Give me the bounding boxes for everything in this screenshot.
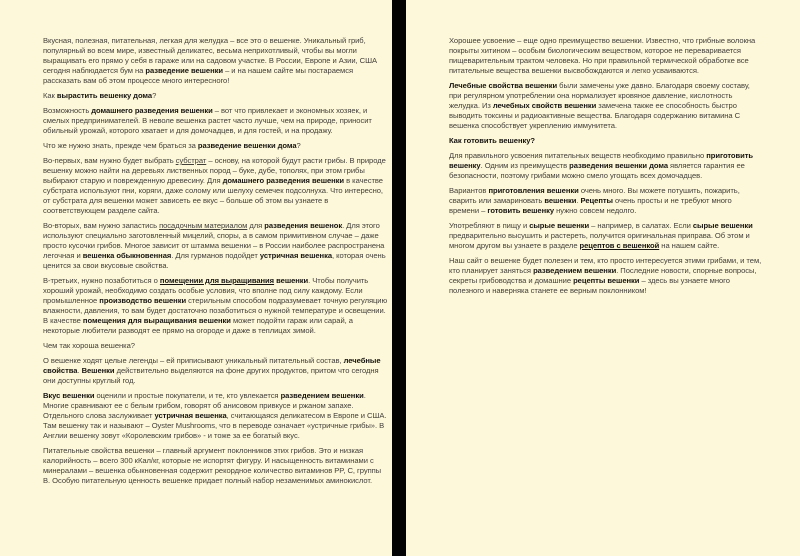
text-run: Чем так хороша вешенка? xyxy=(43,341,135,350)
text-run: разведением вешенки xyxy=(533,266,617,275)
text-run: Хорошее усвоение – еще одно преимущество вешенки. Известно, что грибные волокна покрыты хитином – особым биологическим веществом, которое не переваривается пищеварительным трактом человека. Но при правильной термической обработке все питательные вещества вешенки высвобождаются и легко усваиваются. xyxy=(449,36,756,75)
text-run: лечебных свойств вешенки xyxy=(492,101,597,110)
text-run: Во-первых, вам нужно будет выбрать xyxy=(43,156,176,165)
text-run: вырастить вешенку дома xyxy=(56,91,153,100)
paragraph xyxy=(43,221,390,271)
text-run: – например, в салатах. Если xyxy=(589,221,693,230)
text-run: сырые вешенки xyxy=(529,221,590,230)
text-run: О вешенке ходят целые легенды – ей приписывают уникальный питательный состав, xyxy=(43,356,344,365)
text-run: Вариантов xyxy=(449,186,489,195)
text-run: действительно выделяются на фоне других продуктов, притом что сегодня они доступны круглый год. xyxy=(43,366,379,385)
text-run: разведение вешенки дома xyxy=(197,141,297,150)
right-page-text xyxy=(449,36,763,296)
text-run: домашнего разведения вешенки xyxy=(91,106,213,115)
text-run: замечена также ее способность быстро выводить токсины и радиоактивные вещества. Благодаря содержанию витамина С вешенка способствует укреплению иммунитета. xyxy=(449,101,741,130)
text-run: домашнего разведения вешенки xyxy=(222,176,345,185)
text-run: разведение вешенки xyxy=(145,66,224,75)
paragraph xyxy=(43,36,390,86)
text-run: готовить вешенку xyxy=(487,206,555,215)
text-run: в качестве субстрата используют пни, коряги, даже солому или шелуху семечек подсолнуха. Что интересно, от субстрата для вешенки может зависеть ее вкус – больше об этом вы узнаете в соответствующем разделе сайта. xyxy=(43,176,383,215)
text-run: Употребляют в пищу и xyxy=(449,221,530,230)
text-run: нужно совсем недолго. xyxy=(554,206,637,215)
page-divider xyxy=(392,0,406,556)
text-run: разведением вешенки xyxy=(280,391,364,400)
text-run: – вот что привлекает и экономных хозяек, и смелых предпринимателей. В неволе вешенка растет часто лучше, чем на природе, приносит обильный урожай, которого хватает и для домочадцев, и для гостей, и на продажу. xyxy=(43,106,372,135)
text-run: устричная вешенка xyxy=(154,411,227,420)
text-run: Вкусная, полезная, питательная, легкая для желудка – все это о вешенке. Уникальный гриб, популярный во всем мире, известный деликатес, весьма неприхотливый, чтобы вы могли выращивать его прямо у себя в гараже или на садовом участке. В России, Европе и Азии, США сегодня наблюдается бум на xyxy=(43,36,378,75)
text-run: Вешенки xyxy=(81,366,115,375)
text-run: сырые вешенки xyxy=(692,221,753,230)
text-run: ? xyxy=(296,141,301,150)
paragraph xyxy=(43,141,390,151)
text-run: является гарантия ее безопасности, поэтому грибами можно смело угощать всех домочадцев. xyxy=(449,161,745,180)
text-run: Рецепты xyxy=(580,196,613,205)
paragraph xyxy=(449,81,763,131)
left-page-text xyxy=(43,36,390,486)
text-run: вешенки xyxy=(274,276,309,285)
text-run: стерильным способом подразумевает точную регуляцию влажности, давления, то вам будет достаточно позаботиться о нужной температуре и освещении. В качестве xyxy=(43,296,388,325)
paragraph xyxy=(43,391,390,441)
text-run: Как готовить вешенку? xyxy=(449,136,536,145)
text-run: лечебные свойства xyxy=(43,356,381,375)
text-run: помещения для выращивания вешенки xyxy=(82,316,231,325)
paragraph xyxy=(43,276,390,336)
paragraph xyxy=(43,446,390,486)
text-run: может подойти гараж или сарай, а некоторые любители разводят ее прямо на огороде и даже в теплицах зимой. xyxy=(43,316,353,335)
text-run: субстрат xyxy=(175,156,207,165)
text-run: производство вешенки xyxy=(99,296,187,305)
text-run: . Для этого используют специально заготовленный мицелий, споры, а в самом примитивном случае – даже просто кусочки грибов. Многое зависит от штамма вешенки – в России наиболее распространена легочная и xyxy=(43,221,385,260)
text-run: посадочным материалом xyxy=(159,221,248,230)
text-run: помещении для выращивания xyxy=(159,276,275,285)
text-run: рецептов с вешенкой xyxy=(579,241,660,250)
text-run: вешенка обыкновенная xyxy=(82,251,172,260)
text-run: Вкус вешенки xyxy=(43,391,95,400)
paragraph xyxy=(449,136,763,146)
text-run: Что же нужно знать, прежде чем браться за xyxy=(43,141,198,150)
paragraph xyxy=(43,91,390,101)
text-run: для xyxy=(247,221,265,230)
text-run: приготовить вешенку xyxy=(449,151,754,170)
paragraph xyxy=(449,36,763,76)
paragraph xyxy=(43,356,390,386)
text-run: . Чтобы получить хороший урожай, необходимо создать особые условия, что вполне под силу каждому. Если промышленное xyxy=(43,276,369,305)
text-run: очень просты и не требуют много времени – xyxy=(449,196,732,215)
text-run: . Для гурманов подойдет xyxy=(171,251,260,260)
right-page xyxy=(406,0,800,556)
text-run: разведения вешенок xyxy=(264,221,343,230)
text-run: Для правильного усвоения питательных веществ необходимо правильно xyxy=(449,151,707,160)
text-run: были замечены уже давно. Благодаря своему составу, при регулярном употреблении она нормализует кровяное давление, кислотность желудка. Из xyxy=(449,81,750,110)
paragraph xyxy=(449,256,763,296)
text-run: предварительно высушить и растереть, получится оригинальная приправа. Об этом и многом другом вы узнаете в разделе xyxy=(449,231,750,250)
text-run: – основу, на которой будут расти грибы. В природе вешенку можно найти на деревьях лиственных пород – буке, дубе, тополях, при этом грибы выбирают старую и поврежденную древесину. Для xyxy=(43,156,386,185)
paragraph xyxy=(449,221,763,251)
paragraph xyxy=(43,106,390,136)
text-run: , считающаяся деликатесом в Европе и США. Там вешенку так и называют – Oyster Mushrooms, что в переводе означает «устричные грибы». В Англии вешенку зовут «Королевским грибов» - и тоже за ее богатый вкус. xyxy=(43,411,387,440)
left-page xyxy=(0,0,392,556)
text-run: Питательные свойства вешенки – главный аргумент поклонников этих грибов. Это и низкая калорийность – всего 300 кКал/кг, которые не испортят фигуру. И насыщенность витаминами с минералами – вешенка обыкновенная содержит рекордное количество витаминов PP, C, группы B. Особую питательную ценность вешенке придает полный набор незаменимых аминокислот. xyxy=(43,446,382,485)
text-run: Во-вторых, вам нужно запастись xyxy=(43,221,160,230)
text-run: рецепты вешенки xyxy=(573,276,640,285)
text-run: – и на нашем сайте мы постараемся рассказать вам об этом процессе много интересного! xyxy=(43,66,354,85)
text-run: очень много. Вы можете потушить, пожарить, сварить или замариновать xyxy=(449,186,740,205)
paragraph xyxy=(43,156,390,216)
paragraph xyxy=(449,151,763,181)
text-run: . xyxy=(576,196,581,205)
text-run: устричная вешенка xyxy=(259,251,332,260)
text-run: Возможность xyxy=(43,106,92,115)
text-run: разведения вешенки дома xyxy=(569,161,668,170)
text-run: ? xyxy=(152,91,157,100)
text-run: Как xyxy=(43,91,57,100)
text-run: В-третьих, нужно позаботиться о xyxy=(43,276,160,285)
text-run: , которая очень ценится за свои вкусовые свойства. xyxy=(43,251,386,270)
text-run: . Одним из преимуществ xyxy=(480,161,570,170)
paragraph xyxy=(449,186,763,216)
text-run: Наш сайт о вешенке будет полезен и тем, кто просто интересуется этими грибами, и тем, кто планирует заняться xyxy=(449,256,762,275)
text-run: приготовления вешенки xyxy=(488,186,579,195)
paragraph xyxy=(43,341,390,351)
text-run: вешенки xyxy=(544,196,577,205)
text-run: . xyxy=(77,366,82,375)
text-run: Лечебные свойства вешенки xyxy=(449,81,558,90)
text-run: на нашем сайте. xyxy=(659,241,720,250)
text-run: . Многие сравнивают ее с белым грибом, говорят об анисовом привкусе и ржаном запахе. Отдельного слова заслуживает xyxy=(43,391,366,420)
text-run: оценили и простые покупатели, и те, кто увлекается xyxy=(94,391,281,400)
text-run: . Последние новости, спорные вопросы, секреты грибоводства и домашние xyxy=(449,266,757,285)
text-run: – здесь вы узнаете много полезного и наверняка станете ее верным поклонником! xyxy=(449,276,730,295)
